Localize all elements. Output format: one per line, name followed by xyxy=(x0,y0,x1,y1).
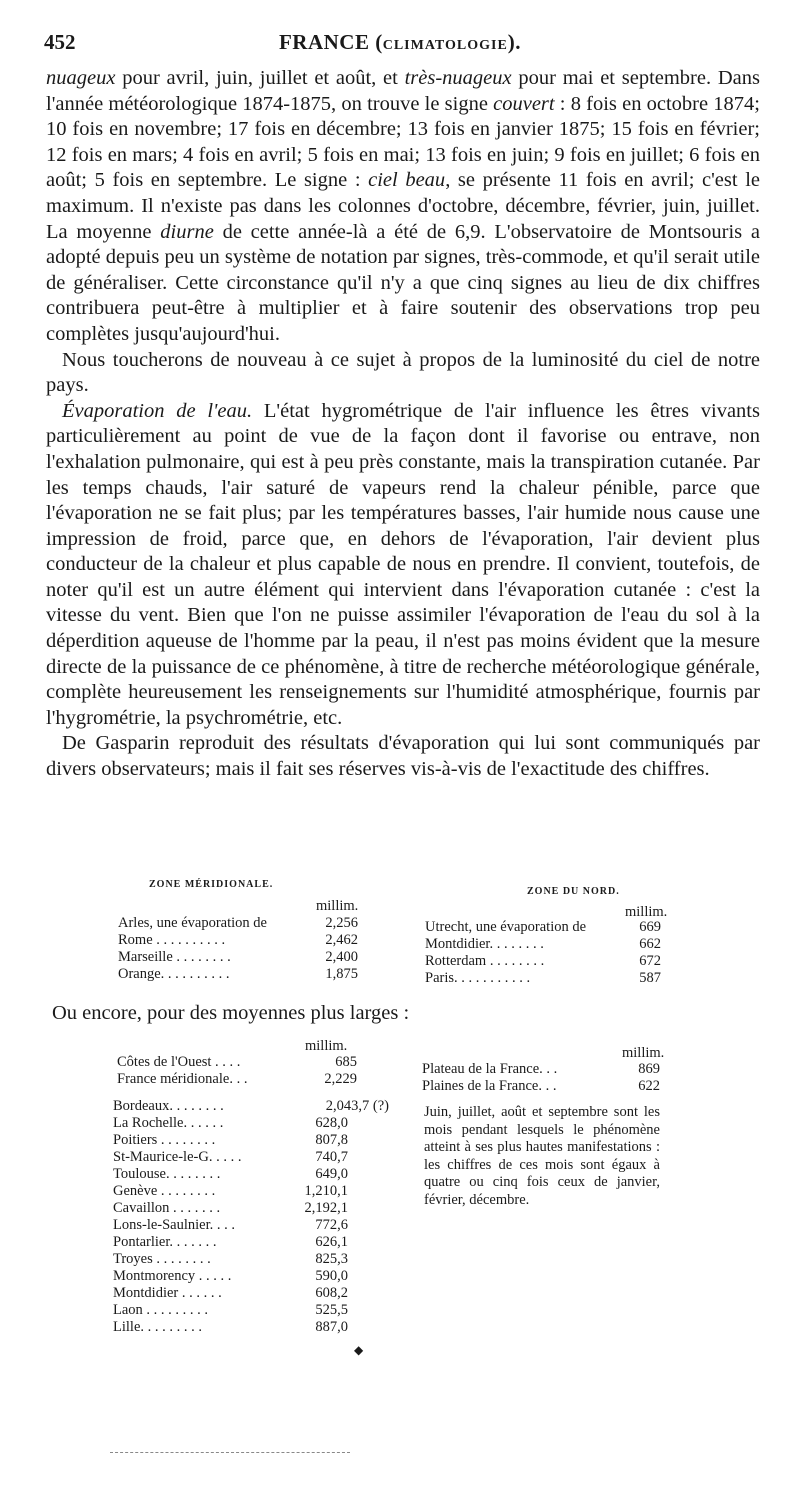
table-row: Toulouse. . . . . . . . 649,0 xyxy=(113,1166,348,1182)
table-row: Montmorency . . . . . 590,0 xyxy=(113,1268,348,1284)
zone-nord-title: ZONE DU NORD. xyxy=(527,886,620,897)
table-row: Poitiers . . . . . . . . 807,8 xyxy=(113,1132,348,1148)
table-row: St-Maurice-le-G. . . . . 740,7 xyxy=(113,1149,348,1165)
paragraph-gasparin: De Gasparin reproduit des résultats d'évaporation qui lui sont communiqués par divers observateurs; mais il fait ses réserves vis-à-vis de l'exactitude des chiffres. xyxy=(46,732,760,781)
table-row: La Rochelle. . . . . . 628,0 xyxy=(113,1115,348,1131)
table-row: Arles, une évaporation de 2,256 xyxy=(118,915,358,931)
running-header xyxy=(44,26,756,66)
zone-nord-unit: millim. xyxy=(625,904,668,920)
table-row: Côtes de l'Ouest . . . . 685 xyxy=(117,1054,357,1070)
paragraph-signes: nuageux pour avril, juin, juillet et août, et très-nuageux pour mai et septembre. Dans l'année météorologique 1874-1875, on trouve le signe couvert : 8 fois en octobre 1874; 10 fois en novembre; 17 fois en décembre; 13 fois en janvier 1875; 15 fois en février; 12 fois en mars; 4 fois en avril; 5 fois en mai; 13 fois en juin; 9 fois en juillet; 6 fois en août; 5 fois en septembre. Le signe : ciel beau, se présente 11 fois en avril; c'est le maximum. Il n'existe pas dans les colonnes d'octobre, décembre, février, juin, juillet. La moyenne diurne de cette année-là a été de 6,9. L'observatoire de Montsouris a adopté depuis peu un système de notation par signes, très-commode, et qu'il serait utile de généraliser. Cette circonstance qu'il n'y a que cinq signes au lieu de dix chiffres contribuera peut-être à multiplier et à faire soutenir des observations trop peu complètes jusqu'aujourd'hui. xyxy=(46,67,761,345)
table-row: Genève . . . . . . . . 1,210,1 xyxy=(113,1183,348,1199)
running-title-small: CLIMATOLOGIE xyxy=(382,38,508,53)
page-number: 452 xyxy=(44,30,76,54)
zone-sud-unit: millim. xyxy=(316,898,359,914)
table-row: Montdidier . . . . . . 608,2 xyxy=(113,1285,348,1301)
paragraph-luminosite: Nous toucherons de nouveau à ce sujet à propos de la luminosité du ciel de notre pays. xyxy=(46,348,760,397)
body-text xyxy=(46,66,760,783)
page-smudge-line xyxy=(110,1452,350,1453)
averages-right-unit: millim. xyxy=(622,1045,665,1061)
zone-sud-table xyxy=(118,915,358,983)
running-title-main: FRANCE ( xyxy=(278,30,383,54)
section-heading-evaporation: Évaporation de l'eau. xyxy=(62,399,253,422)
averages-left-table-1 xyxy=(117,1054,357,1088)
table-row: Plaines de la France. . . 622 xyxy=(422,1078,660,1094)
averages-left-table-2 xyxy=(113,1098,389,1336)
evaporation-note: Juin, juillet, août et septembre sont les mois pendant lesquels le phénomène atteint à ses plus hautes manifestations : les chiffres de ces mois sont égaux à quatre ou cinq fois ceux de janvier, février, décembre. xyxy=(424,1104,660,1208)
table-row: Paris. . . . . . . . . . . 587 xyxy=(425,970,661,986)
section-intro: Ou encore, pour des moyennes plus larges : xyxy=(52,1002,410,1024)
running-title-end: ). xyxy=(507,30,522,54)
table-row: Cavaillon . . . . . . . 2,192,1 xyxy=(113,1200,348,1216)
table-row: France méridionale. . . 2,229 xyxy=(117,1071,357,1087)
zone-sud-title: ZONE MÉRIDIONALE. xyxy=(149,879,274,890)
ornament-dot: ◆ xyxy=(354,1343,364,1357)
table-row: Bordeaux. . . . . . . . 2,043,7 (?) xyxy=(113,1098,389,1114)
table-row: Rotterdam . . . . . . . . 672 xyxy=(425,953,661,969)
table-row: Marseille . . . . . . . . 2,400 xyxy=(118,949,358,965)
table-row: Rome . . . . . . . . . . 2,462 xyxy=(118,932,358,948)
table-row: Laon . . . . . . . . . 525,5 xyxy=(113,1302,348,1318)
table-row: Troyes . . . . . . . . 825,3 xyxy=(113,1251,348,1267)
table-row: Utrecht, une évaporation de 669 xyxy=(425,919,661,935)
table-row: Montdidier. . . . . . . . 662 xyxy=(425,936,661,952)
table-row: Lille. . . . . . . . . 887,0 xyxy=(113,1319,348,1335)
averages-right-table xyxy=(422,1061,660,1095)
running-title xyxy=(44,30,756,55)
table-row: Plateau de la France. . . 869 xyxy=(422,1061,660,1077)
paragraph-evaporation: Évaporation de l'eau. L'état hygrométrique de l'air influence les êtres vivants particulièrement au point de vue de la façon dont il favorise ou entrave, non l'exhalation pulmonaire, qui est à peu près constante, mais la transpiration cutanée. Par les temps chauds, l'air saturé de vapeurs rend la chaleur pénible, parce que l'évaporation ne se fait plus; par les températures basses, l'air humide nous cause une impression de froid, parce que, en dehors de l'évaporation, l'air devient plus conducteur de la chaleur et plus capable de nous en prendre. Il convient, toutefois, de noter qu'il est un autre élément qui intervient dans l'évaporation cutanée : c'est la vitesse du vent. Bien que l'on ne puisse assimiler l'évaporation de l'eau du sol à la déperdition aqueuse de l'homme par la peau, il n'est pas moins évident que la mesure directe de la puissance de ce phénomène, à titre de recherche météorologique générale, complète heureusement les renseignements sur l'humidité atmosphérique, fournis par l'hygrométrie, la psychrométrie, etc. xyxy=(46,399,760,729)
table-row: Orange. . . . . . . . . . 1,875 xyxy=(118,966,358,982)
table-row: Lons-le-Saulnier. . . . 772,6 xyxy=(113,1217,348,1233)
zone-nord-table xyxy=(425,919,661,987)
table-row: Pontarlier. . . . . . . 626,1 xyxy=(113,1234,348,1250)
averages-left-unit: millim. xyxy=(305,1038,348,1054)
